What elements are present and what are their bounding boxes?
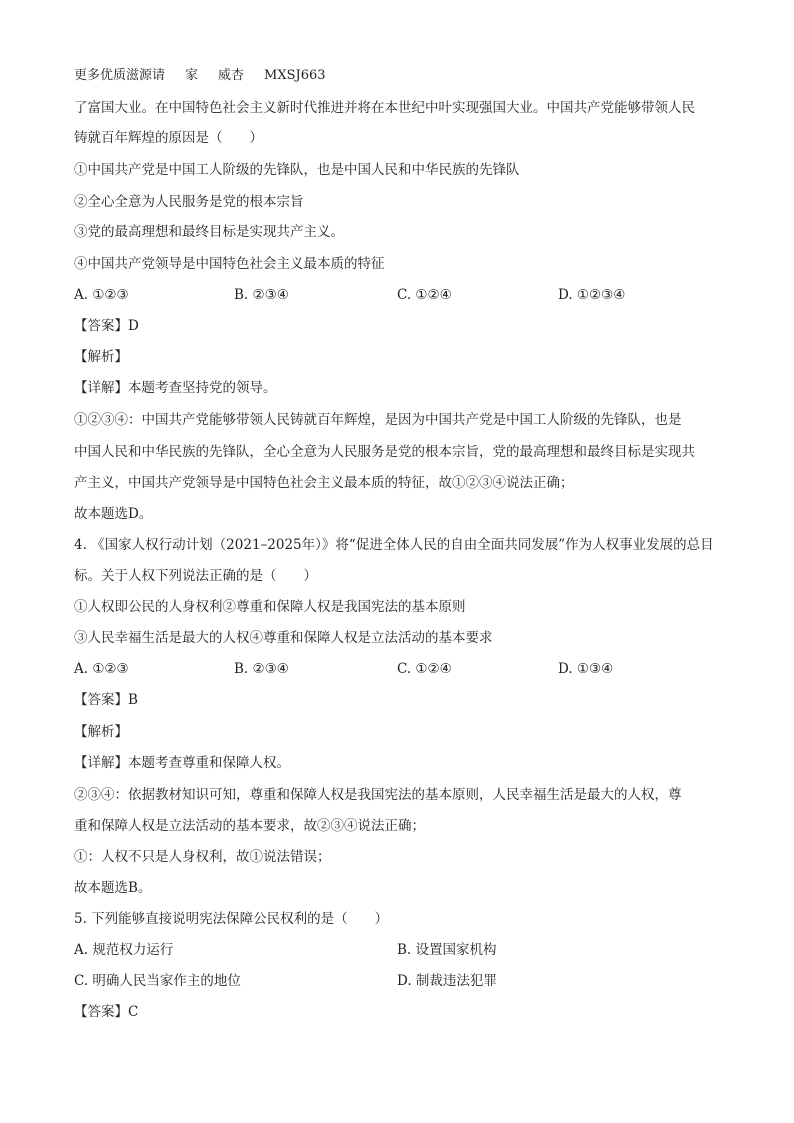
q4-items-line1: ①人权即公民的人身权利②尊重和保障人权是我国宪法的基本原则 — [74, 599, 466, 615]
q4-option-a: A. ①②③ — [74, 661, 129, 677]
q3-conclusion: 故本题选D。 — [74, 506, 153, 522]
q5-option-a: A. 规范权力运行 — [74, 942, 174, 958]
watermark-text-4: MXSJ663 — [264, 68, 326, 83]
q4-conclusion: 故本题选B。 — [74, 880, 152, 896]
q5-option-c: C. 明确人民当家作主的地位 — [74, 973, 241, 989]
q4-stem-line2: 标。关于人权下列说法正确的是（ ） — [74, 568, 317, 584]
q3-stem-line2: 铸就百年辉煌的原因是（ ） — [74, 130, 263, 146]
q5-option-d: D. 制裁违法犯罪 — [397, 973, 497, 989]
q3-stem-line1: 了富国大业。在中国特色社会主义新时代推进并将在本世纪中叶实现强国大业。中国共产党能够带领人民 — [74, 100, 695, 116]
watermark — [74, 66, 346, 86]
watermark-text-2: 家 — [185, 68, 199, 83]
watermark-text-1: 更多优质滋源请 — [74, 68, 166, 83]
q3-detail: 【详解】本题考查坚持党的领导。 — [74, 380, 277, 396]
q3-item-1: ①中国共产党是中国工人阶级的先锋队，也是中国人民和中华民族的先锋队 — [74, 162, 520, 178]
q3-option-b: B. ②③④ — [234, 287, 289, 303]
q4-detail: 【详解】本题考查尊重和保障人权。 — [74, 755, 290, 771]
q3-explanation-line3: 产主义，中国共产党领导是中国特色社会主义最本质的特征，故①②③④说法正确； — [74, 475, 574, 491]
q4-option-d: D. ①③④ — [558, 661, 614, 677]
q3-option-a: A. ①②③ — [74, 287, 129, 303]
q4-option-b: B. ②③④ — [234, 661, 289, 677]
q3-answer: 【答案】D — [74, 318, 139, 334]
q3-explanation-line2: 中国人民和中华民族的先锋队，全心全意为人民服务是党的根本宗旨，党的最高理想和最终目标是实现共 — [74, 444, 695, 460]
q4-explanation-line2: 重和保障人权是立法活动的基本要求，故②③④说法正确； — [74, 818, 425, 834]
q3-item-4: ④中国共产党领导是中国特色社会主义最本质的特征 — [74, 256, 385, 272]
q4-items-line2: ③人民幸福生活是最大的人权④尊重和保障人权是立法活动的基本要求 — [74, 630, 493, 646]
q3-item-3: ③党的最高理想和最终目标是实现共产主义。 — [74, 224, 344, 240]
watermark-text-3: 威杏 — [218, 68, 245, 83]
q3-item-2: ②全心全意为人民服务是党的根本宗旨 — [74, 194, 304, 210]
q3-option-d: D. ①②③④ — [558, 287, 626, 303]
q5-stem: 5. 下列能够直接说明宪法保障公民权利的是（ ） — [74, 911, 389, 927]
q4-answer: 【答案】B — [74, 692, 138, 708]
q4-explanation-line1: ②③④：依据教材知识可知，尊重和保障人权是我国宪法的基本原则，人民幸福生活是最大的人权，尊 — [74, 787, 682, 803]
q3-option-c: C. ①②④ — [397, 287, 452, 303]
q5-answer: 【答案】C — [74, 1004, 139, 1020]
q4-option-c: C. ①②④ — [397, 661, 452, 677]
q4-stem-line1: 4. 《国家人权行动计划（2021–2025年）》将“促进全体人民的自由全面共同发展”作为人权事业发展的总目 — [74, 537, 714, 553]
q3-analysis-label: 【解析】 — [74, 349, 128, 365]
q4-explanation-line3: ①：人权不只是人身权利，故①说法错误； — [74, 849, 331, 865]
q3-explanation-line1: ①②③④：中国共产党能够带领人民铸就百年辉煌，是因为中国共产党是中国工人阶级的先锋队，也是 — [74, 412, 682, 428]
q5-option-b: B. 设置国家机构 — [397, 942, 497, 958]
q4-analysis-label: 【解析】 — [74, 724, 128, 740]
